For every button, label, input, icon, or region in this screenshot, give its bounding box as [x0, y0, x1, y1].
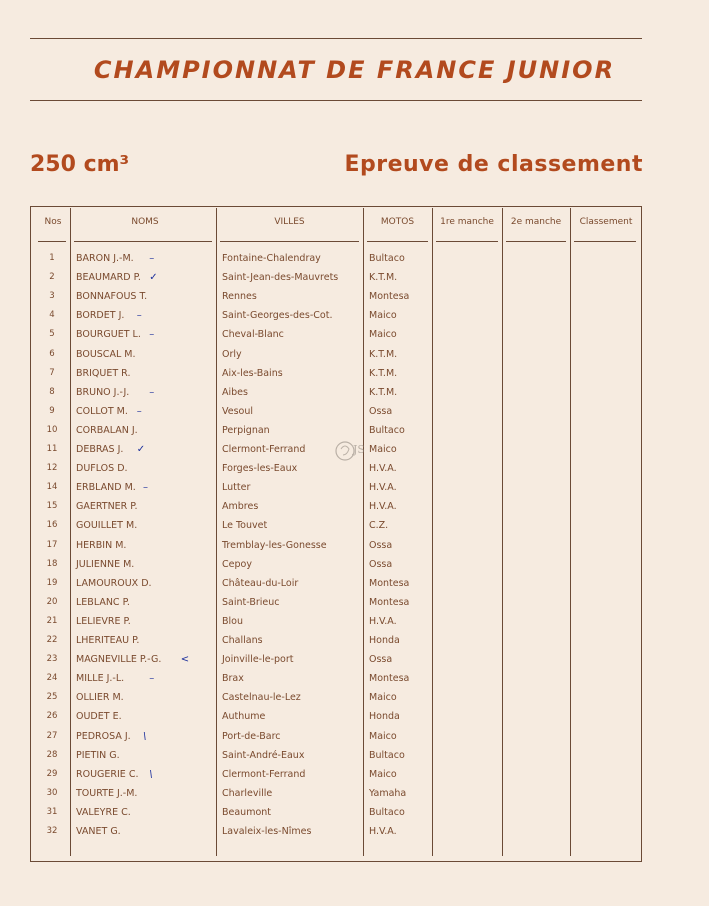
rider-motorcycle: Montesa: [369, 291, 410, 303]
rider-motorcycle: Maico: [369, 310, 397, 322]
title-rule: [30, 100, 642, 101]
rider-motorcycle: Honda: [369, 711, 400, 723]
rider-name: BORDET J.: [76, 310, 125, 322]
rider-number: 8: [49, 386, 55, 397]
rider-number: 28: [46, 749, 58, 760]
rider-motorcycle: Maico: [369, 730, 397, 742]
header-underline: [436, 241, 498, 242]
rider-motorcycle: K.T.M.: [369, 367, 398, 379]
table-row: [0, 769, 709, 788]
rider-name: ROUGERIE C.: [76, 768, 139, 780]
rider-motorcycle: Honda: [369, 635, 400, 646]
rider-city: Le Touvet: [222, 520, 268, 532]
header-underline: [506, 241, 566, 242]
rider-motorcycle: H.V.A.: [369, 501, 397, 513]
rider-city: Aibes: [222, 386, 248, 398]
rider-name: GAERTNER P.: [76, 501, 138, 513]
col-header-motos: MOTOS: [380, 217, 415, 227]
rider-name: BOURGUET L.: [76, 329, 141, 341]
rider-city: Tremblay-les-Gonesse: [222, 539, 327, 551]
rider-number: 12: [46, 463, 58, 474]
rider-name: BRUNO J.-J.: [76, 386, 130, 398]
rider-motorcycle: H.V.A.: [369, 615, 397, 627]
header-underline: [74, 241, 212, 242]
rider-city: Fontaine-Chalendray: [222, 253, 321, 264]
table-row: [0, 731, 709, 750]
rider-number: 10: [46, 424, 58, 435]
rider-motorcycle: C.Z.: [369, 520, 389, 532]
rider-city: Cepoy: [222, 558, 252, 570]
rider-number: 27: [46, 730, 58, 741]
rider-city: Aix-les-Bains: [222, 367, 283, 379]
table-row: [0, 406, 709, 425]
header-underline: [367, 241, 428, 242]
rider-motorcycle: Bultaco: [369, 253, 405, 264]
table-row: [0, 673, 709, 692]
rider-number: 23: [46, 654, 58, 665]
rider-motorcycle: Ossa: [369, 654, 393, 666]
rider-number: 6: [49, 348, 55, 359]
rider-number: 1: [49, 253, 55, 263]
table-row: [0, 501, 709, 520]
col-header-manche2: 2e manche: [510, 217, 562, 227]
rider-motorcycle: Ossa: [369, 405, 393, 417]
rider-number: 4: [49, 310, 55, 321]
table-row: [0, 635, 709, 654]
table-row: [0, 272, 709, 291]
rider-city: Saint-Georges-des-Cot.: [222, 310, 333, 322]
pen-check-mark: ✓: [136, 444, 146, 455]
rider-motorcycle: H.V.A.: [369, 463, 397, 475]
rider-city: Brax: [222, 673, 244, 685]
rider-city: Clermont-Ferrand: [222, 444, 306, 455]
rider-name: PEDROSA J.: [76, 730, 131, 742]
rider-motorcycle: Montesa: [369, 596, 410, 608]
rider-number: 20: [46, 596, 58, 607]
rider-number: 26: [46, 711, 58, 722]
rider-city: Cheval-Blanc: [222, 329, 284, 341]
pen-check-mark: –: [136, 310, 142, 322]
rider-name: BONNAFOUS T.: [76, 291, 148, 303]
table-row: [0, 387, 709, 406]
rider-motorcycle: Maico: [369, 768, 397, 780]
table-row: [0, 692, 709, 711]
rider-name: COLLOT M.: [76, 405, 128, 417]
rider-name: GOUILLET M.: [76, 520, 138, 532]
pen-check-mark: –: [149, 673, 155, 685]
rider-city: Charleville: [222, 787, 273, 799]
table-row: [0, 463, 709, 482]
table-row: [0, 368, 709, 387]
col-header-classement: Classement: [579, 217, 633, 227]
rider-name: PIETIN G.: [76, 749, 120, 761]
pen-check-mark: \: [143, 730, 147, 742]
header-underline: [220, 241, 359, 242]
table-row: [0, 253, 709, 272]
rider-name: VANET G.: [76, 826, 121, 837]
rider-name: DUFLOS D.: [76, 463, 128, 475]
table-row: [0, 310, 709, 329]
pen-check-mark: –: [136, 405, 142, 417]
table-row: [0, 349, 709, 368]
rider-motorcycle: Bultaco: [369, 749, 405, 761]
pen-check-mark: –: [149, 253, 155, 264]
table-row: [0, 711, 709, 730]
rider-city: Vesoul: [222, 405, 254, 417]
rider-motorcycle: Yamaha: [369, 787, 407, 799]
table-row: [0, 540, 709, 559]
rider-number: 5: [49, 329, 55, 340]
top-rule: [30, 38, 642, 39]
rider-name: LELIEVRE P.: [76, 615, 131, 627]
rider-city: Forges-les-Eaux: [222, 463, 298, 475]
pen-check-mark: –: [143, 482, 148, 494]
librarian-stamp-icon: [333, 437, 369, 465]
rider-city: Challans: [222, 635, 263, 646]
page-title: CHAMPIONNAT DE FRANCE JUNIOR: [93, 56, 616, 84]
table-row: [0, 329, 709, 348]
rider-name: TOURTE J.-M.: [76, 787, 138, 799]
rider-number: 25: [46, 692, 58, 703]
rider-motorcycle: K.T.M.: [369, 272, 398, 284]
rider-name: BOUSCAL M.: [76, 348, 136, 360]
class-label: 250 cm³: [30, 152, 130, 177]
rider-number: 7: [49, 367, 55, 378]
rider-motorcycle: Ossa: [369, 558, 393, 570]
rider-number: 22: [46, 635, 58, 645]
rider-name: JULIENNE M.: [76, 558, 135, 570]
rider-number: 9: [49, 405, 55, 416]
rider-number: 3: [49, 291, 55, 302]
rider-number: 18: [46, 558, 58, 569]
table-row: [0, 597, 709, 616]
rider-motorcycle: Maico: [369, 692, 397, 704]
rider-number: 31: [46, 806, 58, 817]
rider-motorcycle: K.T.M.: [369, 348, 398, 360]
rider-name: BARON J.-M.: [76, 253, 134, 264]
pen-check-mark: –: [149, 329, 155, 341]
rider-name: MAGNEVILLE P.-G.: [76, 654, 162, 666]
pen-check-mark: \: [149, 768, 153, 780]
rider-name: LAMOUROUX D.: [76, 577, 152, 589]
pen-check-mark: <: [180, 654, 190, 666]
rider-name: OLLIER M.: [76, 692, 124, 704]
rider-name: MILLE J.-L.: [76, 673, 125, 685]
table-row: [0, 520, 709, 539]
col-header-villes: VILLES: [274, 217, 305, 227]
rider-city: Beaumont: [222, 806, 272, 818]
header-underline: [574, 241, 636, 242]
rider-city: Lutter: [222, 482, 251, 494]
rider-city: Château-du-Loir: [222, 577, 299, 589]
rider-number: 11: [46, 444, 58, 454]
rider-name: CORBALAN J.: [76, 424, 138, 436]
rider-city: Joinville-le-port: [222, 654, 294, 666]
rider-motorcycle: Bultaco: [369, 806, 405, 818]
table-row: [0, 654, 709, 673]
event-label: Epreuve de classement: [344, 152, 643, 177]
header-underline: [38, 241, 66, 242]
table-row: [0, 750, 709, 769]
rider-city: Castelnau-le-Lez: [222, 692, 301, 704]
table-row: [0, 291, 709, 310]
rider-name: ERBLAND M.: [76, 482, 136, 494]
rider-motorcycle: K.T.M.: [369, 386, 398, 398]
rider-motorcycle: Montesa: [369, 673, 410, 685]
pen-check-mark: ✓: [149, 272, 158, 284]
rider-city: Saint-Brieuc: [222, 596, 280, 608]
rider-number: 2: [49, 272, 55, 283]
rider-city: Rennes: [222, 291, 257, 303]
rider-motorcycle: H.V.A.: [369, 482, 397, 494]
col-header-noms: NOMS: [131, 217, 159, 227]
rider-name: DEBRAS J.: [76, 444, 124, 455]
rider-city: Authume: [222, 711, 266, 723]
rider-name: BRIQUET R.: [76, 367, 131, 379]
table-row: [0, 826, 709, 845]
rider-number: 29: [46, 768, 58, 779]
rider-motorcycle: H.V.A.: [369, 826, 397, 837]
rider-name: OUDET E.: [76, 711, 122, 723]
col-header-num: Nos: [44, 217, 62, 227]
rider-motorcycle: Maico: [369, 329, 397, 341]
rider-name: HERBIN M.: [76, 539, 127, 551]
rider-city: Saint-André-Eaux: [222, 749, 305, 761]
rider-city: Perpignan: [222, 424, 270, 436]
table-row: [0, 788, 709, 807]
rider-city: Clermont-Ferrand: [222, 768, 306, 780]
rider-number: 14: [46, 482, 58, 493]
rider-name: LEBLANC P.: [76, 596, 130, 608]
rider-city: Ambres: [222, 501, 259, 513]
rider-city: Saint-Jean-des-Mauvrets: [222, 272, 339, 284]
rider-number: 24: [46, 673, 58, 684]
rider-motorcycle: Ossa: [369, 539, 393, 551]
rider-name: VALEYRE C.: [76, 806, 131, 818]
rider-number: 19: [46, 577, 58, 588]
rider-number: 15: [46, 501, 58, 512]
table-row: [0, 559, 709, 578]
rider-motorcycle: Montesa: [369, 577, 410, 589]
rider-city: Blou: [222, 615, 243, 627]
rider-city: Lavaleix-les-Nîmes: [222, 826, 312, 837]
rider-number: 30: [46, 787, 58, 798]
rider-name: LHERITEAU P.: [76, 635, 140, 646]
rider-motorcycle: Maico: [369, 444, 397, 455]
table-row: [0, 482, 709, 501]
rider-number: 21: [46, 615, 58, 626]
rider-motorcycle: Bultaco: [369, 424, 405, 436]
rider-number: 32: [46, 826, 58, 836]
rider-name: BEAUMARD P.: [76, 272, 141, 284]
rider-number: 17: [46, 539, 58, 550]
rider-city: Port-de-Barc: [222, 730, 281, 742]
rider-city: Orly: [222, 348, 242, 360]
table-row: [0, 578, 709, 597]
table-row: [0, 807, 709, 826]
svg-text:JS: JS: [353, 443, 365, 456]
rider-number: 16: [46, 520, 58, 531]
table-row: [0, 616, 709, 635]
pen-check-mark: –: [149, 386, 155, 398]
col-header-manche1: 1re manche: [440, 217, 494, 227]
